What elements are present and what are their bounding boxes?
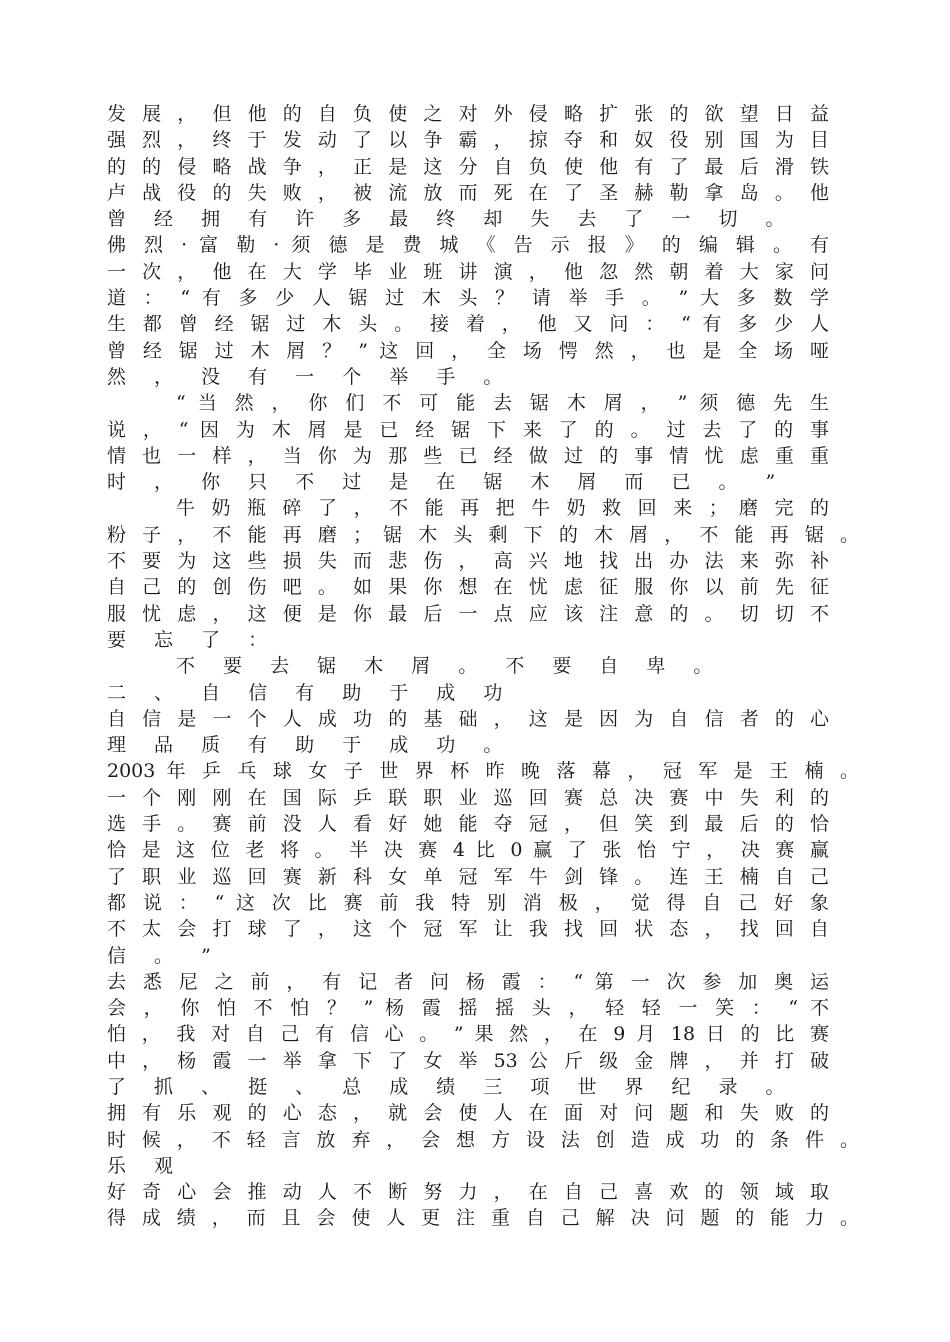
text-line: 信 。 ” (107, 944, 222, 967)
text-line: 得 成 绩 ， 而 且 会 使 人 更 注 重 自 己 解 决 问 题 的 能 力 。 (107, 1207, 859, 1230)
text-line: 曾 经 拥 有 许 多 最 终 却 失 去 了 一 切 。 (107, 208, 796, 231)
text-line: 2003 年 乒 乓 球 女 子 世 界 杯 昨 晚 落 幕 ， 冠 军 是 王 楠 。 (107, 760, 859, 783)
text-line: 的 的 侵 略 战 争 ， 正 是 这 分 自 负 使 他 有 了 最 后 滑 铁 (107, 155, 829, 178)
text-line: 中 ， 杨 霞 一 举 拿 下 了 女 举 53 公 斤 级 金 牌 ， 并 打 破 (107, 1049, 829, 1072)
text-line: 粉 子 ， 不 能 再 磨 ； 锯 木 头 剩 下 的 木 屑 ， 不 能 再 锯 。 (107, 523, 859, 546)
text-line: 然 ， 没 有 一 个 举 手 。 (107, 365, 514, 388)
text-line: 好 奇 心 会 推 动 人 不 断 努 力 ， 在 自 己 喜 欢 的 领 域 取 (107, 1181, 829, 1204)
text-line: 道 ： “ 有 多 少 人 锯 过 木 头 ？ 请 举 手 。 ” 大 多 数 学 (107, 287, 829, 310)
text-line: 不 太 会 打 球 了 ， 这 个 冠 军 让 我 找 回 状 态 ， 找 回 自 (107, 918, 829, 941)
text-line: 去 悉 尼 之 前 ， 有 记 者 问 杨 霞 ： “ 第 一 次 参 加 奥 运 (107, 970, 829, 993)
text-line: 不 要 去 锯 木 屑 。 不 要 自 卑 。 (176, 655, 724, 678)
text-line: 时 候 ， 不 轻 言 放 弃 ， 会 想 方 设 法 创 造 成 功 的 条 件 。 (107, 1128, 859, 1151)
text-line: 发 展 ， 但 他 的 自 负 使 之 对 外 侵 略 扩 张 的 欲 望 日 益 (107, 103, 829, 125)
text-line: 自 信 是 一 个 人 成 功 的 基 础 ， 这 是 因 为 自 信 者 的 心 (107, 707, 829, 730)
text-line: 乐 观 (107, 1154, 185, 1177)
text-line: 牛 奶 瓶 碎 了 ， 不 能 再 把 牛 奶 救 回 来 ； 磨 完 的 (176, 497, 829, 520)
text-line: 要 忘 了 ： (107, 628, 279, 651)
text-line: 强 烈 ， 终 于 发 动 了 以 争 霸 ， 掠 夺 和 奴 役 别 国 为 目 (107, 129, 829, 152)
section-heading: 二 、 自 信 有 助 于 成 功 (107, 681, 514, 704)
text-line: 选 手 。 赛 前 没 人 看 好 她 能 夺 冠 ， 但 笑 到 最 后 的 恰 (107, 813, 829, 836)
text-line: 一 个 刚 刚 在 国 际 乒 联 职 业 巡 回 赛 总 决 赛 中 失 利 的 (107, 786, 829, 809)
text-line: 一 次 ， 他 在 大 学 毕 业 班 讲 演 ， 他 忽 然 朝 着 大 家 问 (107, 260, 829, 283)
text-line: 说 ， “ 因 为 木 屑 是 已 经 锯 下 来 了 的 。 过 去 了 的 事 (107, 418, 829, 441)
text-line: “ 当 然 ， 你 们 不 可 能 去 锯 木 屑 ， ” 须 德 先 生 (176, 392, 829, 415)
text-line: 会 ， 你 怕 不 怕 ？ ” 杨 霞 摇 摇 头 ， 轻 轻 一 笑 ： “ 不 (107, 997, 829, 1020)
text-line: 了 抓 、 挺 、 总 成 绩 三 项 世 界 纪 录 。 (107, 1075, 796, 1098)
text-line: 不 要 为 这 些 损 失 而 悲 伤 ， 高 兴 地 找 出 办 法 来 弥 补 (107, 550, 829, 573)
text-line: 情 也 一 样 ， 当 你 为 那 些 已 经 做 过 的 事 情 忧 虑 重 重 (107, 444, 829, 467)
text-line: 拥 有 乐 观 的 心 态 ， 就 会 使 人 在 面 对 问 题 和 失 败 的 (107, 1102, 829, 1125)
text-line: 自 己 的 创 伤 吧 。 如 果 你 想 在 忧 虑 征 服 你 以 前 先 征 (107, 576, 829, 599)
text-line: 曾 经 锯 过 木 屑 ？ ” 这 回 ， 全 场 愕 然 ， 也 是 全 场 哑 (107, 339, 829, 362)
text-line: 佛 烈 · 富 勒 · 须 德 是 费 城 《 告 示 报 》 的 编 辑 。 有 (107, 234, 829, 257)
text-line: 理 品 质 有 助 于 成 功 。 (107, 734, 514, 757)
text-line: 时 ， 你 只 不 过 是 在 锯 木 屑 而 已 。 ” (107, 471, 787, 494)
text-line: 怕 ， 我 对 自 己 有 信 心 。 ” 果 然 ， 在 9 月 18 日 的 比 赛 (107, 1023, 829, 1046)
text-line: 了 职 业 巡 回 赛 新 科 女 单 冠 军 牛 剑 锋 。 连 王 楠 自 己 (107, 865, 829, 888)
text-line: 卢 战 役 的 失 败 ， 被 流 放 而 死 在 了 圣 赫 勒 拿 岛 。 他 (107, 181, 829, 204)
text-line: 服 忧 虑 ， 这 便 是 你 最 后 一 点 应 该 注 意 的 。 切 切 不 (107, 602, 829, 625)
text-line: 生 都 曾 经 锯 过 木 头 。 接 着 ， 他 又 问 ： “ 有 多 少 人 (107, 313, 829, 336)
text-line: 都 说 ： “ 这 次 比 赛 前 我 特 别 消 极 ， 觉 得 自 己 好 象 (107, 891, 829, 914)
text-line: 恰 是 这 位 老 将 。 半 决 赛 4 比 0 赢 了 张 怡 宁 ， 决 赛 赢 (107, 839, 829, 862)
document-body (107, 101, 867, 1232)
